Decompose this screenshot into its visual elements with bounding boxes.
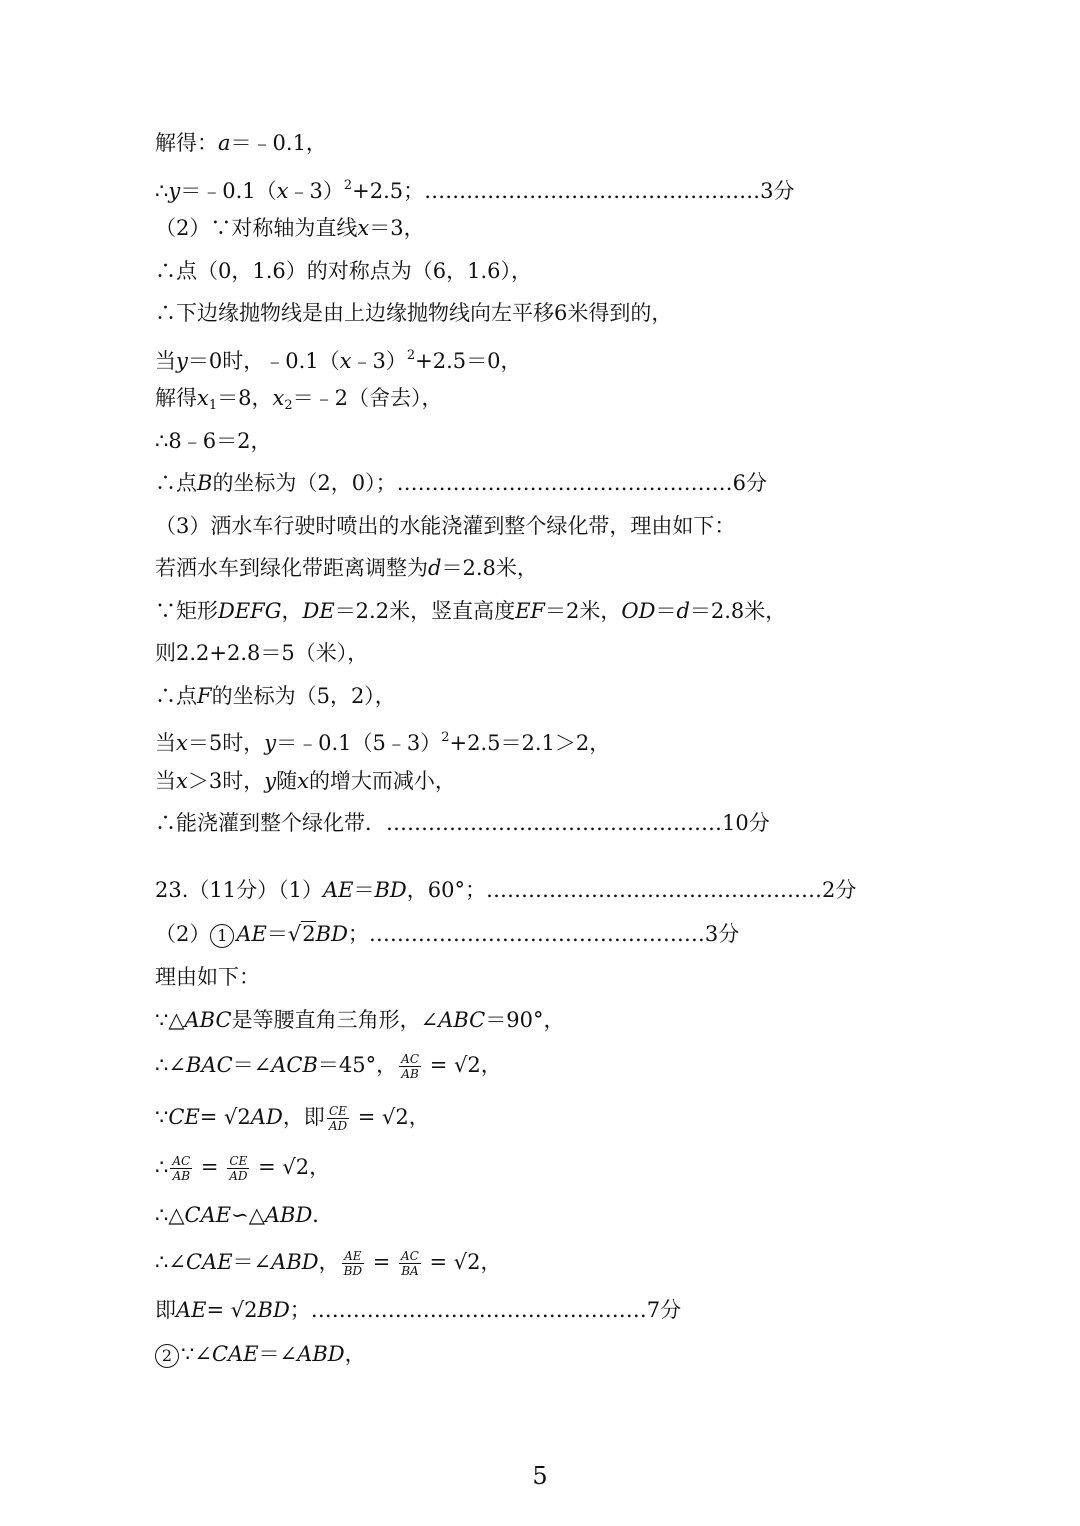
line-part-3: （3）洒水车行驶时喷出的水能浇灌到整个绿化带，理由如下： — [155, 514, 736, 538]
line-rectangle: ∵矩形DEFG，DE＝2.2米，竖直高度EF＝2米，OD＝d＝2.8米， — [155, 599, 787, 623]
fraction-ae-bd: $\frac{AE}{BD}$ — [343, 1249, 363, 1278]
line-distance-d: 若洒水车到绿化带距离调整为d＝2.8米， — [155, 556, 538, 580]
line-translation: ∴下边缘抛物线是由上边缘抛物线向左平移6米得到的， — [155, 301, 673, 325]
line-point-b: ∴点B的坐标为（2，0）；…………………………………………6分 — [155, 471, 768, 495]
line-parabola-eq: ∴y＝﹣0.1（x﹣3）$^2$+2.5；…………………………………………3分 — [155, 178, 795, 203]
line-ce-ad: ∵CE= √2AD，即 $\frac{CE}{AD}$ = √2， — [155, 1104, 430, 1133]
line-point-f: ∴点F的坐标为（5，2）， — [155, 684, 396, 708]
line-similar-triangles: ∴△CAE∽△ABD． — [155, 1203, 334, 1227]
line-angles-45: ∴∠BAC＝∠ACB＝45°， $\frac{AC}{AB}$ = √2， — [155, 1052, 502, 1081]
line-symmetric-point: ∴点（0，1.6）的对称点为（6，1.6）， — [155, 259, 533, 283]
line-angle-ratio: ∴∠CAE＝∠ABD， $\frac{AE}{BD}$ = $\frac{AC}{BA}$ = √2， — [155, 1249, 502, 1278]
fraction-ce-ad: $\frac{CE}{AD}$ — [229, 1154, 248, 1183]
line-conclusion: ∴能浇灌到整个绿化带．…………………………………………10分 — [155, 811, 770, 835]
line-axis-of-symmetry: （2）∵对称轴为直线x＝3， — [155, 216, 425, 240]
fraction-ac-ab: $\frac{AC}{AB}$ — [172, 1154, 191, 1183]
line-sum: 则2.2+2.8＝5（米）， — [155, 641, 369, 665]
line-ratio-equal: ∴ $\frac{AC}{AB}$ = $\frac{CE}{AD}$ = √2， — [155, 1154, 331, 1183]
circled-number-one: 1 — [210, 924, 234, 948]
line-decreasing: 当x＞3时，y随x的增大而减小， — [155, 769, 456, 793]
line-part-2-2: 2 ∵∠CAE＝∠ABD， — [155, 1339, 366, 1369]
line-solve-a: 解得：a＝﹣0.1， — [155, 131, 327, 155]
line-when-x-five: 当x＝5时，y＝﹣0.1（5﹣3）$^2$+2.5＝2.1＞2， — [155, 730, 611, 755]
fraction-ac-ba: $\frac{AC}{BA}$ — [401, 1249, 419, 1278]
circled-number-two: 2 — [155, 1344, 179, 1368]
line-when-y-zero: 当y＝0时，﹣0.1（x﹣3）$^2$+2.5＝0， — [155, 348, 522, 373]
fraction-ce-ad: $\frac{CE}{AD}$ — [328, 1104, 348, 1133]
line-roots: 解得$x_1=8$，$x_2=﹣2$（舍去）， — [155, 386, 443, 413]
line-difference: ∴8﹣6＝2， — [155, 429, 272, 453]
line-isosceles-right: ∵△ABC是等腰直角三角形，∠ABC＝90°， — [155, 1008, 565, 1032]
line-ae-result: 即AE= √2BD；…………………………………………7分 — [155, 1298, 682, 1322]
line-q23-part2: （2） 1 AE＝√2BD；…………………………………………3分 — [155, 922, 740, 946]
fraction-ac-ab: $\frac{AC}{AB}$ — [401, 1052, 420, 1081]
page-number: 5 — [532, 1462, 548, 1490]
line-q23-part1: 23.（11分）（1）AE＝BD，60°；…………………………………………2分 — [155, 878, 857, 902]
line-reason: 理由如下： — [155, 965, 260, 989]
